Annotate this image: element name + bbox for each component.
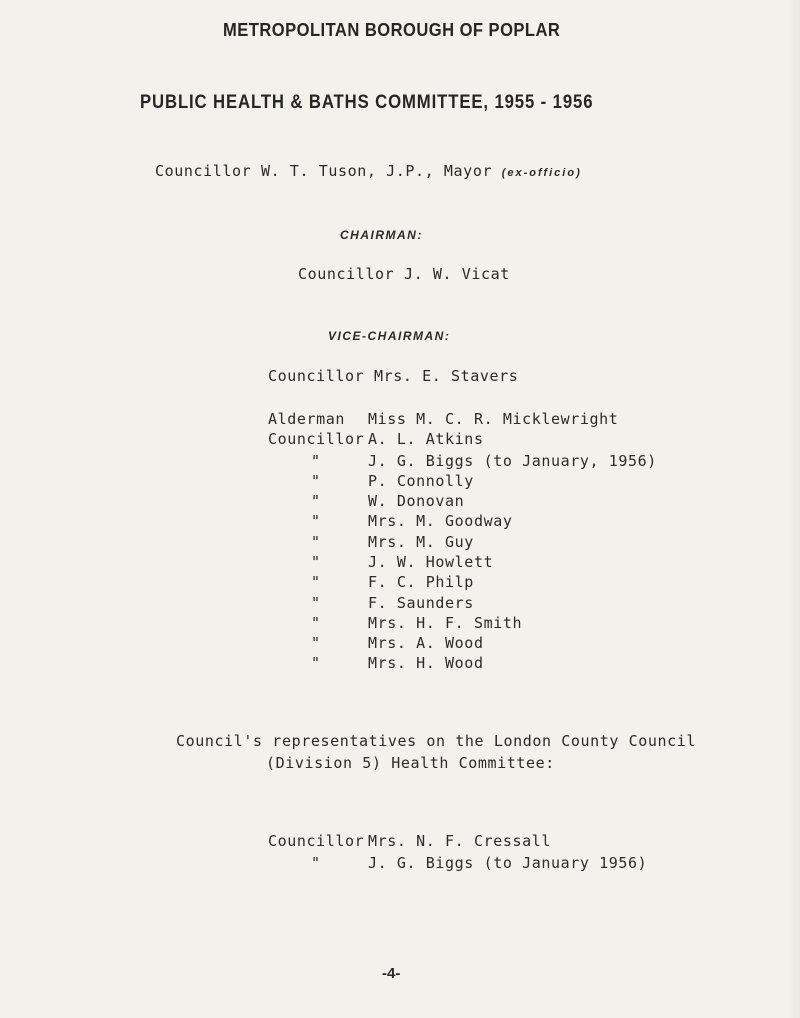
chairman-name: Councillor J. W. Vicat (298, 265, 510, 283)
member-name: Mrs. A. Wood (368, 634, 484, 652)
vice-chairman-label: VICE-CHAIRMAN: (328, 329, 451, 343)
member-name: P. Connolly (368, 472, 474, 490)
member-name: Miss M. C. R. Micklewright (368, 410, 619, 428)
member-prefix: Councillor (268, 430, 365, 448)
ditto-mark: " (311, 472, 321, 490)
ditto-mark: " (311, 452, 321, 470)
mayor-line (155, 162, 582, 180)
vice-chairman-name: Councillor Mrs. E. Stavers (268, 367, 519, 385)
ditto-mark: " (311, 512, 321, 530)
member-name: F. Saunders (368, 594, 474, 612)
representative-prefix: Councillor (268, 832, 365, 850)
committee-title: PUBLIC HEALTH & BATHS COMMITTEE, 1955 - 1956 (140, 92, 594, 113)
ditto-mark: " (311, 634, 321, 652)
page-number: -4- (382, 965, 401, 982)
ditto-mark: " (311, 854, 321, 872)
ditto-mark: " (311, 492, 321, 510)
member-name: J. G. Biggs (to January, 1956) (368, 452, 657, 470)
member-name: Mrs. H. F. Smith (368, 614, 523, 632)
ditto-mark: " (311, 614, 321, 632)
borough-title: METROPOLITAN BOROUGH OF POPLAR (223, 20, 561, 40)
representative-name: Mrs. N. F. Cressall (368, 832, 551, 850)
ditto-mark: " (311, 654, 321, 672)
ditto-mark: " (311, 533, 321, 551)
ditto-mark: " (311, 573, 321, 591)
member-name: Mrs. H. Wood (368, 654, 484, 672)
representatives-heading-line1: Council's representatives on the London County Council (176, 732, 697, 750)
member-name: W. Donovan (368, 492, 465, 510)
representative-name: J. G. Biggs (to January 1956) (368, 854, 648, 872)
member-name: Mrs. M. Goodway (368, 512, 513, 530)
mayor-note: (ex-officio) (501, 167, 582, 179)
page-edge-shade (788, 0, 800, 1018)
chairman-label: CHAIRMAN: (340, 228, 423, 242)
ditto-mark: " (311, 594, 321, 612)
mayor-text: Councillor W. T. Tuson, J.P., Mayor (155, 162, 493, 180)
member-name: A. L. Atkins (368, 430, 484, 448)
representatives-heading-line2: (Division 5) Health Committee: (266, 754, 555, 772)
member-name: J. W. Howlett (368, 553, 494, 571)
member-prefix: Alderman (268, 410, 346, 428)
ditto-mark: " (311, 553, 321, 571)
member-name: F. C. Philp (368, 573, 474, 591)
member-name: Mrs. M. Guy (368, 533, 474, 551)
